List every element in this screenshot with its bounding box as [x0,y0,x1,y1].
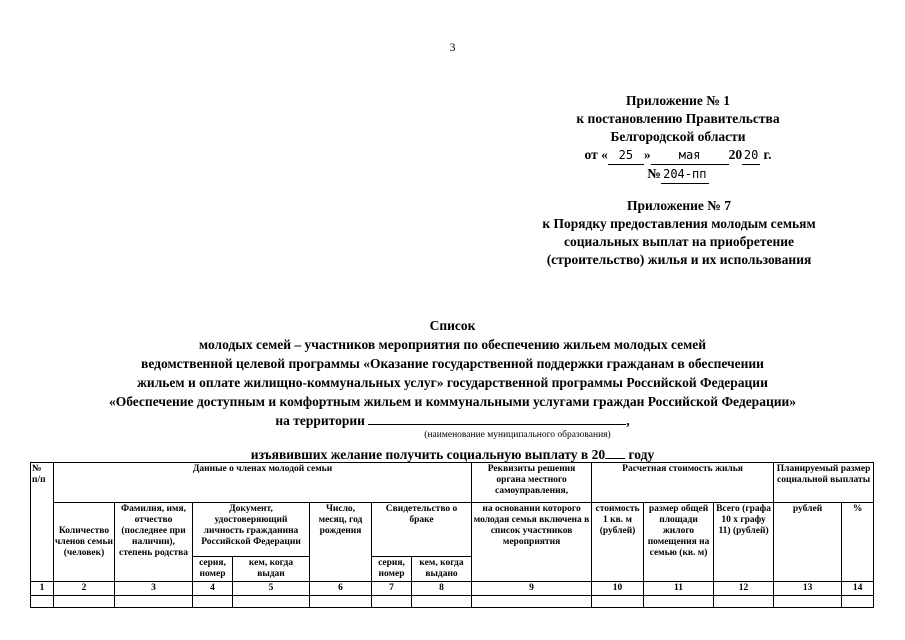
table-cell [31,596,54,608]
date-mid: » [643,147,651,162]
column-number: 14 [842,582,874,596]
table-cell [714,596,774,608]
column-numbers-row [31,582,874,596]
date-month: мая [651,146,729,165]
appendix-1-header [513,92,843,184]
appendix-7-header [489,197,869,269]
column-number: 13 [774,582,842,596]
table-cell [412,596,472,608]
column-number: 1 [31,582,54,596]
header-cost-per-sqm: стоимость 1 кв. м (рублей) [592,503,644,582]
header-living-area: размер общей площади жилого помещения на семью (кв. м) [644,503,714,582]
table-cell [310,596,372,608]
column-number: 3 [115,582,193,596]
header-payment-rubles: рублей [774,503,842,582]
wish-prefix: изъявивших желание получить социальную выплату в 20 [250,447,606,462]
table-cell [644,596,714,608]
page-number: 3 [449,40,456,54]
title-line3: жильем и оплате жилищно-коммунальных услуг» государственной программы Российской Федерации [137,375,768,390]
appendix-7-line3: социальных выплат на приобретение [563,234,795,249]
territory-prefix: на территории [275,413,365,428]
document-title [0,316,905,464]
year-blank [605,458,625,459]
header-marriage-certificate: Свидетельство о браке [372,503,472,557]
column-number: 12 [714,582,774,596]
header-decision: Реквизиты решения органа местного самоуправления, [472,463,592,503]
table-cell [774,596,842,608]
header-family-data: Данные о членах молодой семьи [54,463,472,503]
appendix-1-line2: к постановлению Правительства [576,111,780,126]
families-table [30,462,874,608]
header-payment: Планируемый размер социальной выплаты [774,463,874,503]
appendix-1-line3: Белгородской области [610,129,746,144]
header-cert-issued: кем, когда выдано [412,557,472,582]
appendix-7-title: Приложение № 7 [627,198,731,213]
date-year-prefix: 20 [728,147,743,162]
table-cell [472,596,592,608]
appendix-7-line4: (строительство) жилья и их использования [546,252,812,267]
header-number: № п/п [31,463,54,582]
territory-line [0,411,905,430]
header-doc-series: серия, номер [193,557,233,582]
header-decision-detail: на основании которого молодая семья включена в список участников мероприятия [472,503,592,582]
header-cost: Расчетная стоимость жилья [592,463,774,503]
column-number: 2 [54,582,115,596]
table-cell [193,596,233,608]
header-payment-percent: % [842,503,874,582]
table-cell [372,596,412,608]
appendix-7-line2: к Порядку предоставления молодым семьям [542,216,816,231]
territory-caption: (наименование муниципального образования) [424,430,611,440]
column-number: 6 [310,582,372,596]
date-day: 25 [608,146,644,165]
header-full-name: Фамилия, имя, отчество (последнее при наличии), степень родства [115,503,193,582]
header-family-count: Количество членов семьи (человек) [54,503,115,582]
title-line4: «Обеспечение доступным и комфортным жильем и коммунальными услугами граждан Российской Федерации» [108,394,797,409]
column-number: 10 [592,582,644,596]
column-number: 9 [472,582,592,596]
table-cell [54,596,115,608]
title-line1: молодых семей – участников мероприятия по обеспечению жильем молодых семей [198,337,707,352]
date-year: 20 [742,146,760,165]
header-doc-issued: кем, когда выдан [233,557,310,582]
appendix-1-number [513,165,843,184]
territory-suffix: , [626,413,630,428]
appendix-1-title: Приложение № 1 [626,93,730,108]
date-prefix: от « [584,147,608,162]
header-identity-document: Документ, удостоверяющий личность гражданина Российской Федерации [193,503,310,557]
column-number: 8 [412,582,472,596]
table-cell [592,596,644,608]
table-cell [233,596,310,608]
table-cell [115,596,193,608]
number-prefix: № [647,166,661,181]
header-total-cost: Всего (графа 10 x графу 11) (рублей) [714,503,774,582]
header-cert-series: серия, номер [372,557,412,582]
table-row [31,596,874,608]
header-birth-date: Число, месяц, год рождения [310,503,372,582]
column-number: 5 [233,582,310,596]
table-cell [842,596,874,608]
title-line2: ведомственной целевой программы «Оказание государственной поддержки гражданам в обеспечении [141,356,764,371]
column-number: 11 [644,582,714,596]
wish-suffix: году [628,447,655,462]
column-number: 7 [372,582,412,596]
column-number: 4 [193,582,233,596]
appendix-1-date [513,146,843,165]
date-suffix: г. [763,147,772,162]
document-number: 204-пп [661,165,709,184]
title-heading: Список [429,318,476,333]
territory-blank [368,424,626,425]
